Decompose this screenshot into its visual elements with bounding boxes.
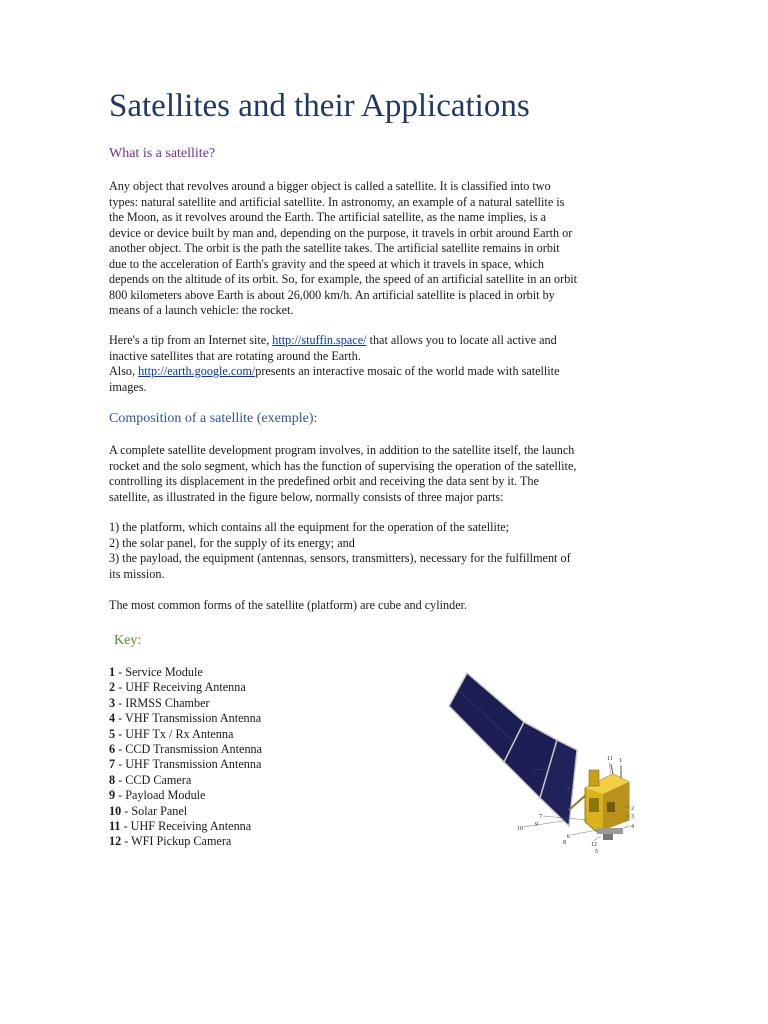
section-heading-composition: Composition of a satellite (exemple):: [109, 411, 318, 426]
common-forms-text: The most common forms of the satellite (platform) are cube and cylinder.: [109, 598, 468, 612]
part-line: 1) the platform, which contains all the equipment for the operation of the satellite;: [109, 520, 510, 534]
callout-label: 8: [563, 840, 566, 846]
key-item: [109, 696, 262, 711]
paragraph-line: means of a launch vehicle: the rocket.: [109, 303, 294, 317]
tip-line: [109, 333, 647, 349]
key-item: [109, 742, 262, 757]
key-item-label: - UHF Receiving Antenna: [120, 819, 252, 834]
key-item-label: - CCD Transmission Antenna: [115, 742, 263, 757]
key-item: [109, 757, 262, 772]
tip-paragraph: [109, 333, 647, 395]
key-item-number: 10: [109, 803, 122, 818]
callout-label: 6: [567, 834, 570, 840]
key-item-label: - UHF Transmission Antenna: [115, 757, 262, 772]
also-line-2: images.: [109, 379, 147, 394]
key-item: [109, 665, 262, 680]
key-item: [109, 819, 262, 834]
paragraph-line: rocket and the solo segment, which has the function of supervising the operation of the satellite,: [109, 458, 577, 473]
key-item-label: - Solar Panel: [121, 803, 188, 818]
google-earth-link[interactable]: http://earth.google.com/: [138, 364, 256, 378]
key-item-label: - WFI Pickup Camera: [121, 834, 232, 849]
part-line: 3) the payload, the equipment (antennas, sensors, transmitters), necessary for the fulfillment of: [109, 551, 571, 565]
key-item-number: 6: [109, 742, 116, 757]
callout-label: 1: [619, 758, 622, 764]
paragraph-line: A complete satellite development program involves, in addition to the satellite itself, the launch: [109, 443, 575, 457]
callout-label: 10: [517, 826, 523, 832]
key-item: [109, 834, 262, 849]
key-item-number: 2: [109, 680, 116, 695]
key-item-number: 1: [109, 665, 116, 679]
section-heading-what-is: What is a satellite?: [109, 146, 216, 161]
key-item: [109, 788, 262, 803]
key-item: [109, 727, 262, 742]
tip-text-before: Here's a tip from an Internet site,: [109, 333, 273, 347]
key-item: [109, 804, 262, 819]
key-item-number: 7: [109, 757, 116, 772]
key-item-number: 4: [109, 711, 116, 726]
paragraph-line: depends on the altitude of its orbit. So, for example, the speed of an artificial satellite in an orbit: [109, 272, 578, 286]
key-item-label: - Payload Module: [115, 788, 206, 803]
paragraph-line: satellite, as illustrated in the figure below, normally consists of three major parts:: [109, 489, 504, 504]
page-title: Satellites and their Applications: [109, 88, 530, 124]
key-item: [109, 680, 262, 695]
key-item-number: 5: [109, 726, 116, 741]
paragraph-line: types: natural satellite and artificial satellite. In astronomy, an example of a natural satellite is: [109, 194, 565, 209]
paragraph-line: Any object that revolves around a bigger object is called a satellite. It is classified into two: [109, 179, 551, 193]
key-item-label: - IRMSS Chamber: [115, 695, 210, 710]
solar-panel-array: [449, 673, 577, 826]
paragraph-line: another object. The orbit is the path the satellite takes. The artificial satellite remains in orbit: [109, 241, 560, 255]
callout-label: 2: [631, 806, 634, 812]
key-heading: Key:: [114, 633, 142, 648]
intro-paragraph: [109, 179, 647, 319]
part-line: its mission.: [109, 566, 165, 581]
key-item-label: - CCD Camera: [115, 772, 192, 787]
also-line: [109, 364, 647, 380]
callout-label: 5: [595, 849, 598, 855]
paragraph-line: device or device built by man and, depending on the purpose, it travels in orbit around Earth or: [109, 225, 573, 240]
key-item-number: 9: [109, 788, 116, 803]
callout-label: 12: [591, 842, 597, 848]
key-item: [109, 711, 262, 726]
key-item-number: 3: [109, 695, 116, 710]
callout-label: 7: [539, 814, 542, 820]
composition-paragraph: [109, 443, 647, 505]
parts-list: [109, 520, 647, 582]
key-item-label: - UHF Tx / Rx Antenna: [115, 726, 234, 741]
part-line: 2) the solar panel, for the supply of its energy; and: [109, 535, 355, 550]
callout-label: 4: [631, 824, 634, 830]
callout-label: 3: [631, 814, 634, 820]
paragraph-line: 800 kilometers above Earth is about 26,000 km/h. An artificial satellite is placed in orbit by: [109, 287, 555, 302]
key-item-number: 11: [109, 819, 121, 834]
key-item-label: - VHF Transmission Antenna: [115, 711, 262, 726]
key-item-label: - UHF Receiving Antenna: [115, 680, 246, 695]
satellite-diagram: [437, 670, 647, 860]
key-list: [109, 665, 262, 850]
also-text-after: presents an interactive mosaic of the world made with satellite: [255, 364, 560, 378]
paragraph-line: due to the acceleration of Earth's gravity and the speed at which it travels in space, which: [109, 256, 545, 271]
callout-label: 11: [607, 756, 613, 762]
key-item: [109, 773, 262, 788]
satellite-body: [585, 764, 629, 840]
also-text-before: Also,: [109, 364, 139, 378]
tip-text-after: that allows you to locate all active and: [366, 333, 557, 347]
stuffin-space-link[interactable]: http://stuffin.space/: [272, 333, 367, 347]
key-item-number: 8: [109, 772, 116, 787]
tip-line-2: inactive satellites that are rotating around the Earth.: [109, 348, 361, 363]
paragraph-line: the Moon, as it revolves around the Earth. The artificial satellite, as the name implies, is a: [109, 210, 547, 224]
paragraph-line: controlling its displacement in the predefined orbit and receiving the data sent by it. The: [109, 474, 539, 488]
key-item-label: - Service Module: [115, 665, 203, 679]
key-item-number: 12: [109, 834, 122, 849]
